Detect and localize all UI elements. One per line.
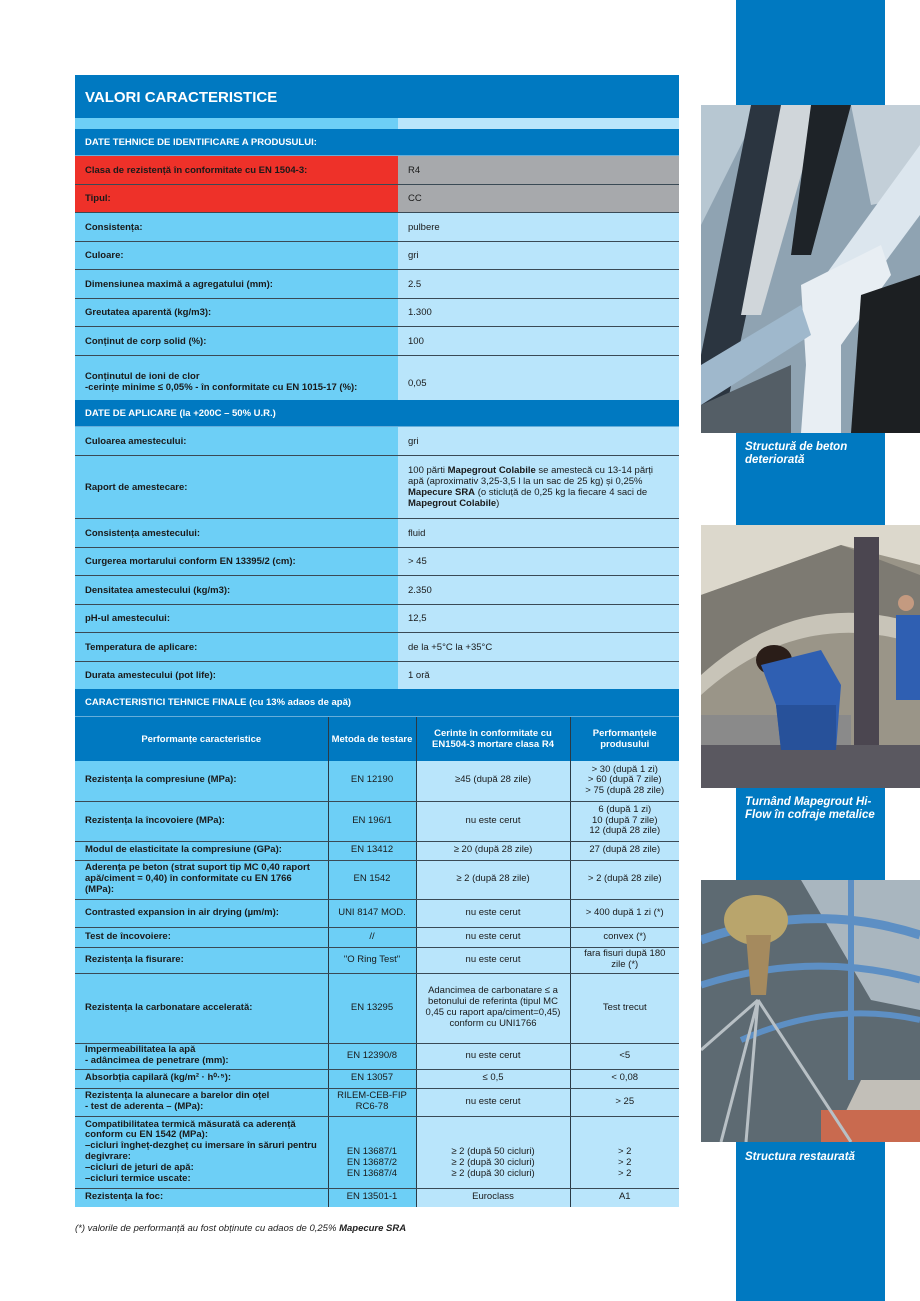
- table-row: [75, 213, 679, 242]
- table-row: [75, 242, 679, 270]
- page-title: VALORI CARACTERISTICE: [75, 75, 679, 118]
- row-label: Curgerea mortarului conform EN 13395/2 (cm):: [75, 548, 398, 575]
- column-header: Cerinte în conformitate cu EN1504-3 mortare clasa R4: [416, 717, 570, 761]
- cell-characteristic: Contrasted expansion in air drying (µm/m):: [75, 899, 328, 927]
- table-row: [75, 1116, 679, 1188]
- table-row: [75, 1043, 679, 1069]
- cell-performance: fara fisuri după 180 zile (*): [570, 947, 679, 973]
- table-row: [75, 185, 679, 213]
- cell-requirement: ≥ 20 (după 28 zile): [416, 841, 570, 860]
- row-value: fluid: [398, 519, 679, 547]
- table-row: [75, 270, 679, 299]
- row-value: 100: [398, 327, 679, 355]
- table-row: [75, 1069, 679, 1088]
- photo-deteriorated-structure: [701, 105, 920, 433]
- cell-method: RILEM-CEB-FIP RC6-78: [328, 1088, 416, 1116]
- mix-ratio-text: 100 părti Mapegrout Colabile se amestecă cu 13-14 părți apă (aproximativ 3,25-3,5 l la un sac de 25 kg) și 0,25% Mapecure SRA (o sticluță de 0,25 kg la fiecare 4 saci de Mapegrout Colabile): [408, 465, 654, 509]
- row-label: Greutatea aparentă (kg/m3):: [75, 299, 398, 326]
- cell-method: EN 13412: [328, 841, 416, 860]
- row-label: Temperatura de aplicare:: [75, 633, 398, 661]
- cell-requirement: Adancimea de carbonatare ≤ a betonului de referinta (tipul MC 0,45 cu raport apa/ciment=0,45) conform cu UNI1766: [416, 973, 570, 1043]
- row-value: 1.300: [398, 299, 679, 326]
- section-heading-final: CARACTERISTICI TEHNICE FINALE (cu 13% adaos de apă): [75, 689, 679, 717]
- row-value: 1 oră: [398, 662, 679, 689]
- row-label: Densitatea amestecului (kg/m3):: [75, 576, 398, 604]
- cell-characteristic: Rezistența la foc:: [75, 1188, 328, 1207]
- spacer-band: [75, 118, 679, 129]
- cell-requirement: nu este cerut: [416, 899, 570, 927]
- row-label: Durata amestecului (pot life):: [75, 662, 398, 689]
- cell-characteristic: Test de încovoiere:: [75, 927, 328, 947]
- table-row: [75, 973, 679, 1043]
- cell-method: "O Ring Test": [328, 947, 416, 973]
- photo-caption-3: Structura restaurată: [745, 1151, 855, 1163]
- cell-method: //: [328, 927, 416, 947]
- cell-performance: 6 (după 1 zi) 10 (după 7 zile) 12 (după 28 zile): [570, 801, 679, 841]
- row-label: Consistența amestecului:: [75, 519, 398, 547]
- cell-characteristic: Rezistența la fisurare:: [75, 947, 328, 973]
- cell-characteristic: Rezistența la compresiune (MPa):: [75, 761, 328, 801]
- cell-performance: > 400 după 1 zi (*): [570, 899, 679, 927]
- table-row: [75, 633, 679, 662]
- table-row: [75, 576, 679, 605]
- photo-pouring-mortar: [701, 525, 920, 788]
- footnote-product: Mapecure SRA: [339, 1223, 407, 1234]
- table-row: [75, 519, 679, 548]
- cell-requirement: nu este cerut: [416, 947, 570, 973]
- table-row: [75, 427, 679, 456]
- row-label: Tipul:: [75, 185, 398, 212]
- cell-characteristic: Absorbția capilară (kg/m² · h⁰·⁵):: [75, 1069, 328, 1088]
- row-value: [398, 456, 679, 518]
- cell-requirement: ≥ 2 (după 50 cicluri) ≥ 2 (după 30 cicluri) ≥ 2 (după 30 cicluri): [416, 1116, 570, 1188]
- cell-performance: A1: [570, 1188, 679, 1207]
- cell-method: EN 1542: [328, 860, 416, 899]
- row-label: Conținut de corp solid (%):: [75, 327, 398, 355]
- cell-characteristic: Aderența pe beton (strat suport tip MC 0,40 raport apă/ciment = 0,40) în conformitate cu EN 1766 (MPa):: [75, 860, 328, 899]
- row-label: Raport de amestecare:: [75, 456, 398, 518]
- cell-performance: Test trecut: [570, 973, 679, 1043]
- table-row: [75, 456, 679, 519]
- table-row: [75, 548, 679, 576]
- row-value: 2.5: [398, 270, 679, 298]
- cell-performance: > 30 (după 1 zi) > 60 (după 7 zile) > 75 (după 28 zile): [570, 761, 679, 801]
- cell-method: EN 12190: [328, 761, 416, 801]
- cell-method: EN 13501-1: [328, 1188, 416, 1207]
- table-row: [75, 899, 679, 927]
- section-heading-application: DATE DE APLICARE (la +200C – 50% U.R.): [75, 400, 679, 427]
- cell-performance: <5: [570, 1043, 679, 1069]
- table-row: [75, 662, 679, 689]
- row-label: Dimensiunea maximă a agregatului (mm):: [75, 270, 398, 298]
- table-row: [75, 1188, 679, 1207]
- table-row: [75, 605, 679, 633]
- cell-performance: < 0,08: [570, 1069, 679, 1088]
- cell-characteristic: Impermeabilitatea la apă - adâncimea de penetrare (mm):: [75, 1043, 328, 1069]
- row-value: R4: [398, 156, 679, 184]
- row-label: Clasa de rezistență în conformitate cu EN 1504-3:: [75, 156, 398, 184]
- table-row: [75, 356, 679, 400]
- table-row: [75, 801, 679, 841]
- final-characteristics-table: [75, 717, 679, 1207]
- row-label: pH-ul amestecului:: [75, 605, 398, 632]
- cell-characteristic: Compatibilitatea termică măsurată ca aderență conform cu EN 1542 (MPa): –cicluri îngheț-dezgheț cu imersare în săruri pentru degivrare: –cicluri de jeturi de apă: –cicluri termice uscate:: [75, 1116, 328, 1188]
- table-row: [75, 841, 679, 860]
- cell-performance: convex (*): [570, 927, 679, 947]
- row-label: [75, 356, 398, 400]
- cell-method: EN 13687/1 EN 13687/2 EN 13687/4: [328, 1116, 416, 1188]
- row-label-line: Conținutul de ioni de clor: [85, 371, 200, 382]
- row-label: Culoarea amestecului:: [75, 427, 398, 455]
- cell-method: EN 12390/8: [328, 1043, 416, 1069]
- cell-method: EN 13057: [328, 1069, 416, 1088]
- table-row: [75, 327, 679, 356]
- cell-requirement: ≤ 0,5: [416, 1069, 570, 1088]
- cell-requirement: nu este cerut: [416, 1043, 570, 1069]
- table-header-row: [75, 717, 679, 761]
- row-value: 2.350: [398, 576, 679, 604]
- row-label: Consistența:: [75, 213, 398, 241]
- characteristics-panel: [75, 75, 679, 1207]
- row-value: gri: [398, 427, 679, 455]
- photo-caption-2: Turnând Mapegrout Hi-Flow în cofraje metalice: [745, 796, 875, 821]
- column-header: Metoda de testare: [328, 717, 416, 761]
- cell-characteristic: Modul de elasticitate la compresiune (GPa):: [75, 841, 328, 860]
- row-value: CC: [398, 185, 679, 212]
- photo-restored-structure: [701, 880, 920, 1142]
- footnote: (*) valorile de performanță au fost obținute cu adaos de 0,25% Mapecure SRA: [75, 1223, 407, 1234]
- cell-performance: > 2 (după 28 zile): [570, 860, 679, 899]
- section-heading-identification: DATE TEHNICE DE IDENTIFICARE A PRODUSULUI:: [75, 129, 679, 156]
- row-value: de la +5°C la +35°C: [398, 633, 679, 661]
- cell-method: EN 13295: [328, 973, 416, 1043]
- column-header: Performanțe caracteristice: [75, 717, 328, 761]
- row-value: 0,05: [398, 356, 679, 400]
- cell-requirement: ≥ 2 (după 28 zile): [416, 860, 570, 899]
- cell-requirement: nu este cerut: [416, 927, 570, 947]
- cell-requirement: nu este cerut: [416, 1088, 570, 1116]
- cell-performance: > 25: [570, 1088, 679, 1116]
- cell-requirement: ≥45 (după 28 zile): [416, 761, 570, 801]
- row-label: Culoare:: [75, 242, 398, 269]
- cell-performance: 27 (după 28 zile): [570, 841, 679, 860]
- cell-characteristic: Rezistența la carbonatare accelerată:: [75, 973, 328, 1043]
- photo-caption-1: Structură de beton deteriorată: [745, 441, 848, 466]
- table-row: [75, 860, 679, 899]
- row-value: > 45: [398, 548, 679, 575]
- table-row: [75, 156, 679, 185]
- table-row: [75, 299, 679, 327]
- row-label-line: -cerințe minime ≤ 0,05% - în conformitate cu EN 1015-17 (%):: [85, 382, 358, 393]
- table-row: [75, 947, 679, 973]
- table-row: [75, 1088, 679, 1116]
- cell-method: UNI 8147 MOD.: [328, 899, 416, 927]
- cell-characteristic: Rezistența la alunecare a barelor din oțel - test de aderenta – (MPa):: [75, 1088, 328, 1116]
- cell-requirement: nu este cerut: [416, 801, 570, 841]
- cell-requirement: Euroclass: [416, 1188, 570, 1207]
- column-header: Performanțele produsului: [570, 717, 679, 761]
- cell-method: EN 196/1: [328, 801, 416, 841]
- table-row: [75, 761, 679, 801]
- row-value: gri: [398, 242, 679, 269]
- row-value: 12,5: [398, 605, 679, 632]
- cell-characteristic: Rezistența la încovoiere (MPa):: [75, 801, 328, 841]
- cell-performance: > 2 > 2 > 2: [570, 1116, 679, 1188]
- row-value: pulbere: [398, 213, 679, 241]
- table-row: [75, 927, 679, 947]
